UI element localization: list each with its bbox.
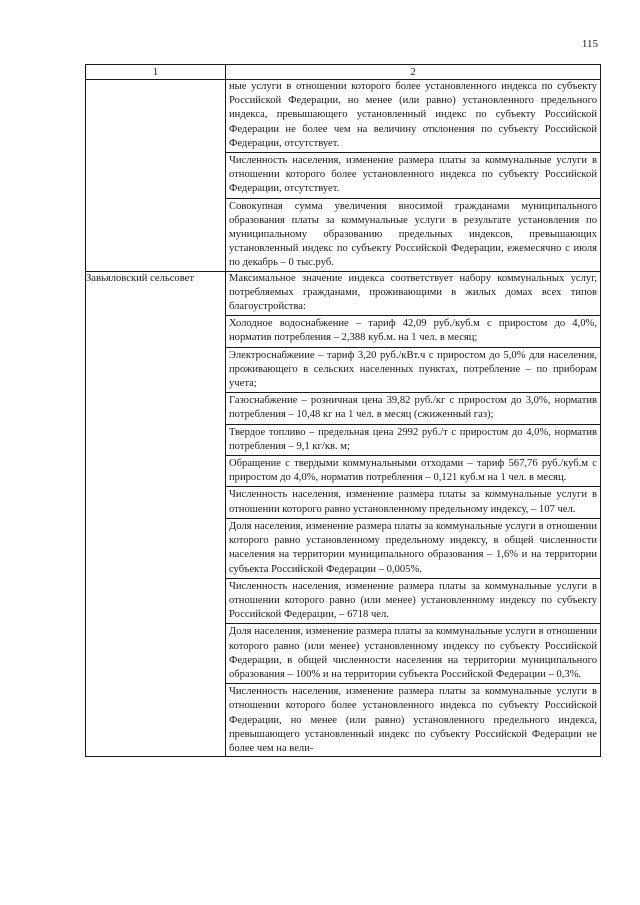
paragraph: Численность населения, изменение размера платы за коммунальные услуги в отношении которого равно (или менее) установленному индексу по субъекту Российской Федерации, – 6718 чел. (226, 578, 600, 623)
column-header-2: 2 (226, 65, 601, 80)
paragraph: Электроснабжеиие – тариф 3,20 руб./кВт.ч с приростом до 5,0% для населения, проживающего в сельских населенных пунктах, потребление – по приборам учета; (226, 347, 600, 392)
table-row (86, 80, 601, 272)
table-header-row (86, 65, 601, 80)
paragraph: Твердое топливо – предельная цена 2992 руб./т с приростом до 4,0%, норматив потребления – 9,1 кг/кв. м; (226, 424, 600, 454)
paragraph: Численность населения, изменение размера платы за коммунальные услуги в отношении которого более установленного индекса по субъекту Российской Федерации, но менее (или равно) установленного предельного индекса, превышающего установленный индекс по субъекту Российской Федерации не более чем на вели- (226, 683, 600, 756)
description-cell (226, 271, 601, 757)
table-row (86, 271, 601, 757)
paragraph: Численность населения, изменение размера платы за коммунальные услуги в отношении которого более установленного индекса по субъекту Российской Федерации, отсутствует. (226, 152, 600, 197)
document-table (85, 64, 601, 757)
paragraph: ные услуги в отношении которого более установленного индекса по субъекту Российской Федерации, но менее (или равно) установленного предельного индекса, превышающего установленный индекс по субъекту Российской Федерации не более чем на величину отклонения по субъекту Российской Федерации, отсутствует. (229, 81, 597, 149)
paragraph: Газоснабжение – розничная цена 39,82 руб./кг с приростом до 3,0%, норматив потребления – 10,48 кг на 1 чел. в месяц (сжиженный газ); (226, 392, 600, 422)
municipality-name-cell: Завьяловский сельсовет (86, 271, 226, 757)
description-cell (226, 80, 601, 272)
paragraph: Доля населения, изменение размера платы за коммунальные услуги в отношении которого равно (или менее) установленному индексу по субъекту Российской Федерации, в общей численности населения на территории муниципального образования – 100% и на территории субъекта Российской Федерации – 0,3%. (226, 623, 600, 682)
paragraph: Доля населения, изменение размера платы за коммунальные услуги в отношении которого равно установленному предельному индексу, в общей численности населения на территории муниципального образования – 1,6% и на территории субъекта Российской Федерации – 0,005%. (226, 518, 600, 577)
column-header-1: 1 (86, 65, 226, 80)
municipality-name-cell (86, 80, 226, 272)
paragraph: Обращение с твердыми коммунальными отходами – тариф 567,76 руб./куб.м с приростом до 4,0%, норматив потребления – 0,121 куб.м на 1 чел. в месяц. (226, 455, 600, 485)
page-number: 115 (581, 38, 598, 50)
paragraph: Численность населения, изменение размера платы за коммунальные услуги в отношении которого равно установленному предельному индексу, – 107 чел. (226, 486, 600, 516)
paragraph: Холодное водоснабжение – тариф 42,09 руб./куб.м с приростом до 4,0%, норматив потребления – 2,388 куб.м. на 1 чел. в месяц; (226, 315, 600, 345)
paragraph: Совокупная сумма увеличения вносимой гражданами муниципального образования платы за коммунальные услуги в результате установления по муниципальному образованию предельных индексов, превышающих установленный индекс по субъекту Российской Федерации, ежемесячно с июля по декабрь – 0 тыс.руб. (226, 198, 600, 271)
paragraph: Максимальное значение индекса соответствует набору коммунальных услуг, потребляемых гражданами, проживающими в жилых домах всех типов благоустройства: (229, 272, 597, 313)
